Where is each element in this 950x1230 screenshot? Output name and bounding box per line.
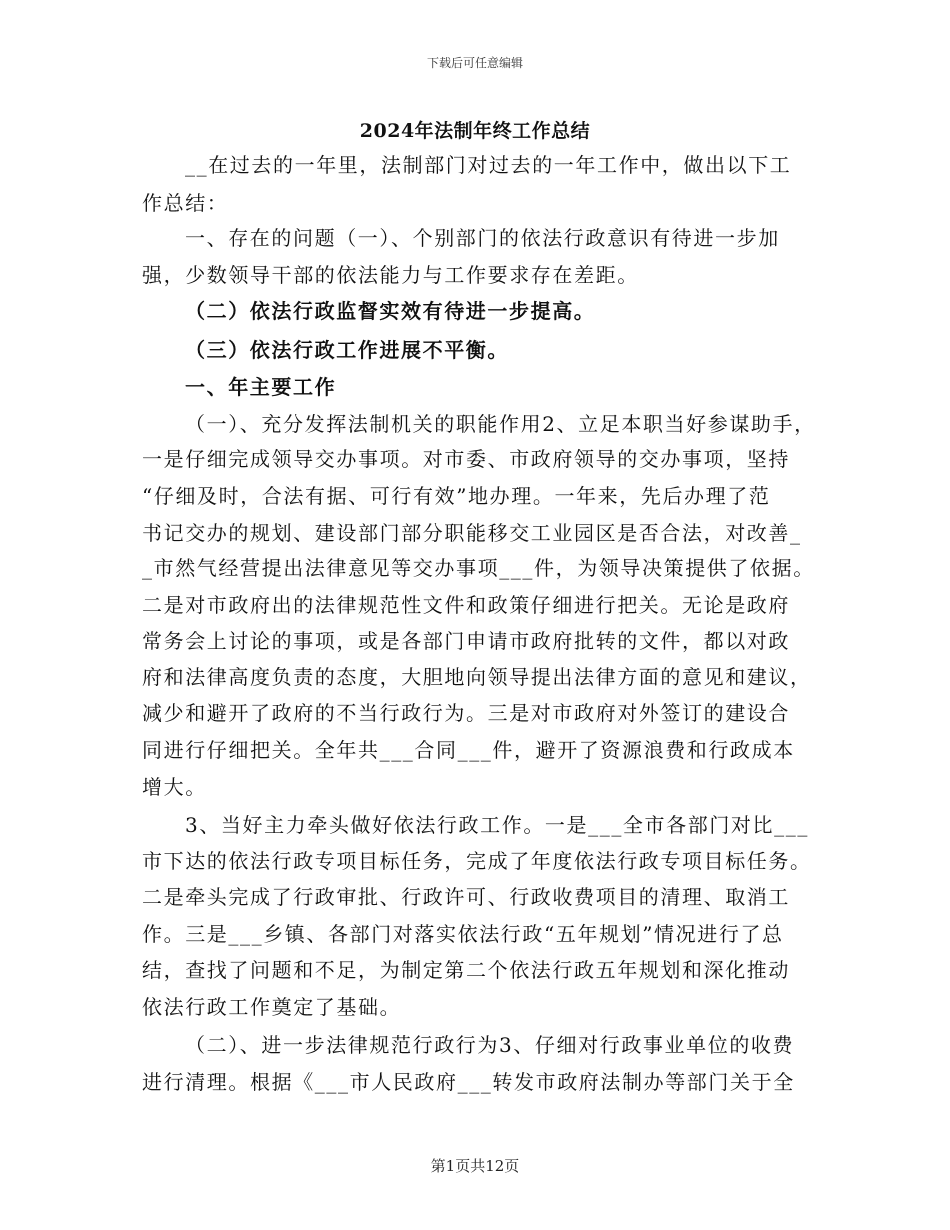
- paragraph-line: 结，查找了问题和不足，为制定第二个依法行政五年规划和深化推动: [142, 958, 790, 982]
- paragraph-line: 依法行政工作奠定了基础。: [142, 995, 402, 1019]
- paragraph-line: 进行清理。根据《___市人民政府___转发市政府法制办等部门关于全: [142, 1070, 795, 1094]
- paragraph-line: 减少和避开了政府的不当行政行为。三是对市政府对外签订的建设合: [142, 701, 790, 725]
- paragraph-line: 同进行仔细把关。全年共___合同___件，避开了资源浪费和行政成本: [142, 738, 795, 762]
- paragraph-line: 一是仔细完成领导交办事项。对市委、市政府领导的交办事项，坚持: [142, 447, 790, 471]
- paragraph-line: 作总结：: [142, 191, 229, 215]
- paragraph-line: （二）、进一步法律规范行政行为3、仔细对行政事业单位的收费: [185, 1033, 795, 1057]
- paragraph-line: 二是对市政府出的法律规范性文件和政策仔细进行把关。无论是政府: [142, 593, 790, 617]
- paragraph-line: 一、存在的问题（一）、个别部门的依法行政意识有待进一步加: [185, 226, 780, 250]
- paragraph-line: （一）、充分发挥法制机关的职能作用2、立足本职当好参谋助手，: [185, 412, 816, 436]
- paragraph-line: __在过去的一年里，法制部门对过去的一年工作中，做出以下工: [185, 153, 792, 177]
- paragraph-line: _市然气经营提出法律意见等交办事项___件，为领导决策提供了依据。: [142, 556, 815, 580]
- section-heading: 一、年主要工作: [185, 375, 337, 399]
- page-number: 第1页共12页: [430, 1157, 520, 1175]
- document-title: 2024年法制年终工作总结: [359, 120, 591, 142]
- paragraph-line: 府和法律高度负责的态度，大胆地向领导提出法律方面的意见和建议，: [142, 665, 812, 689]
- paragraph-line: 市下达的依法行政专项目标任务，完成了年度依法行政专项目标任务。: [142, 849, 812, 873]
- paragraph-line: 作。三是___乡镇、各部门对落实依法行政“五年规划”情况进行了总: [142, 922, 784, 946]
- paragraph-line: 常务会上讨论的事项，或是各部门申请市政府批转的文件，都以对政: [142, 629, 790, 653]
- paragraph-line: 书记交办的规划、建设部门部分职能移交工业园区是否合法，对改善_: [142, 521, 802, 545]
- paragraph-line: 强，少数领导干部的依法能力与工作要求存在差距。: [142, 263, 639, 287]
- download-edit-note: 下载后可任意编辑: [426, 56, 523, 70]
- paragraph-line: 3、当好主力牵头做好依法行政工作。一是___全市各部门对比___: [185, 813, 809, 837]
- paragraph-line: 增大。: [142, 775, 207, 799]
- paragraph-line: “仔细及时，合法有据、可行有效”地办理。一年来，先后办理了范: [142, 484, 771, 508]
- section-heading: （二）依法行政监督实效有待进一步提高。: [185, 299, 596, 323]
- section-heading: （三）依法行政工作进展不平衡。: [185, 338, 509, 362]
- paragraph-line: 二是牵头完成了行政审批、行政许可、行政收费项目的清理、取消工: [142, 885, 790, 909]
